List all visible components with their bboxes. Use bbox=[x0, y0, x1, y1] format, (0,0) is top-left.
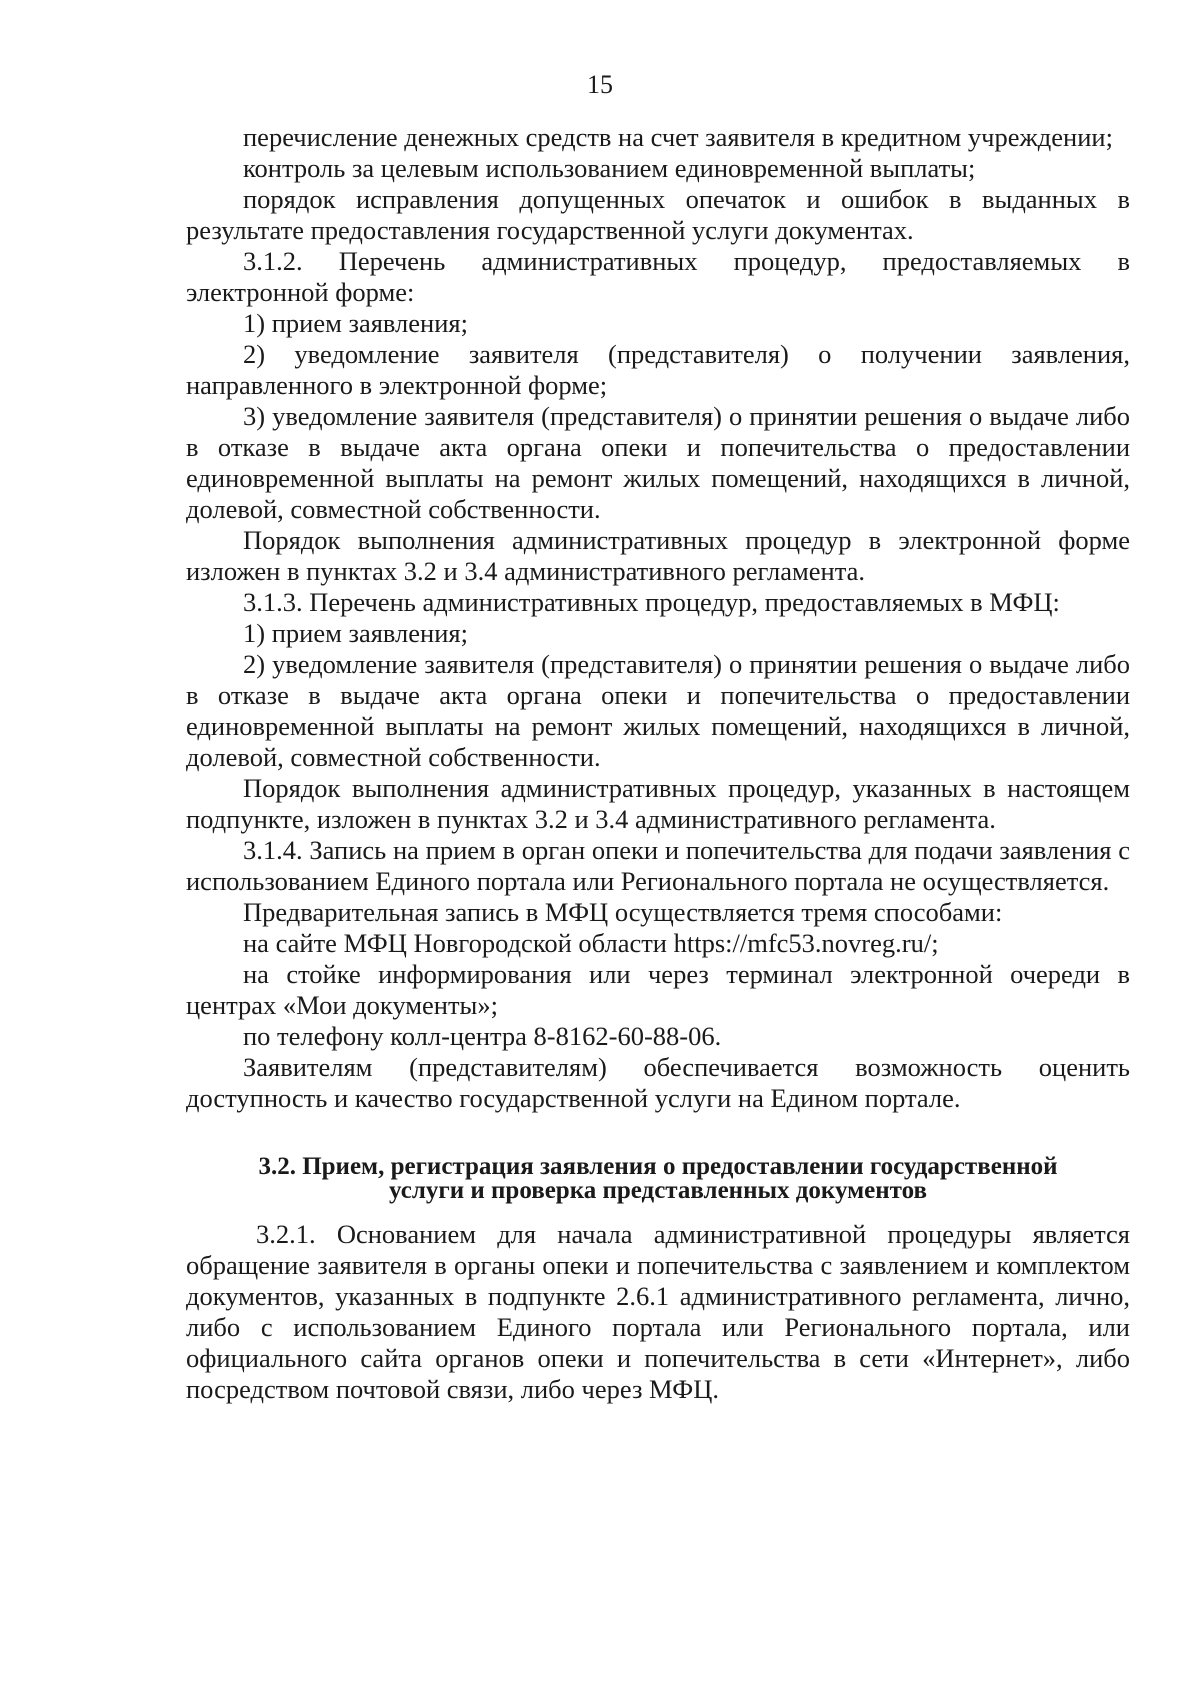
paragraph: Порядок выполнения административных процедур, указанных в настоящем подпункте, изложен в пунктах 3.2 и 3.4 административного регламента. bbox=[186, 773, 1130, 834]
section-heading: 3.2. Прием, регистрация заявления о предоставлении государственной услуги и проверка представленных документов bbox=[258, 1153, 1058, 1204]
paragraph: 3.1.2. Перечень административных процедур, предоставляемых в электронной форме: bbox=[186, 246, 1130, 307]
paragraph: 3) уведомление заявителя (представителя) о принятии решения о выдаче либо в отказе в выдаче акта органа опеки и попечительства о предоставлении единовременной выплаты на ремонт жилых помещений, находящихся в личной, долевой, совместной собственности. bbox=[186, 401, 1130, 524]
paragraph: по телефону колл-центра 8-8162-60-88-06. bbox=[243, 1021, 722, 1051]
paragraph: Порядок выполнения административных процедур в электронной форме изложен в пунктах 3.2 и 3.4 административного регламента. bbox=[186, 525, 1130, 586]
paragraph: на сайте МФЦ Новгородской области https://mfc53.novreg.ru/; bbox=[243, 928, 939, 958]
page-number: 15 bbox=[587, 70, 613, 99]
paragraph: 1) прием заявления; bbox=[243, 308, 468, 338]
paragraph: Заявителям (представителям) обеспечивается возможность оценить доступность и качество государственной услуги на Едином портале. bbox=[186, 1052, 1130, 1113]
paragraph: 3.1.4. Запись на прием в орган опеки и попечительства для подачи заявления с использованием Единого портала или Регионального портала не осуществляется. bbox=[186, 835, 1130, 896]
paragraph: 2) уведомление заявителя (представителя) о принятии решения о выдаче либо в отказе в выдаче акта органа опеки и попечительства о предоставлении единовременной выплаты на ремонт жилых помещений, находящихся в личной, долевой, совместной собственности. bbox=[186, 649, 1130, 772]
paragraph: 3.2.1. Основанием для начала административной процедуры является обращение заявителя в органы опеки и попечительства с заявлением и комплектом документов, указанных в подпункте 2.6.1 административного регламента, лично, либо с использованием Единого портала или Регионального портала, или официального сайта органов опеки и попечительства в сети «Интернет», либо посредством почтовой связи, либо через МФЦ. bbox=[186, 1219, 1130, 1404]
document-body bbox=[186, 122, 1130, 1405]
paragraph: 1) прием заявления; bbox=[243, 618, 468, 648]
paragraph: порядок исправления допущенных опечаток и ошибок в выданных в результате предоставления государственной услуги документах. bbox=[186, 184, 1130, 245]
paragraph: на стойке информирования или через терминал электронной очереди в центрах «Мои документы»; bbox=[186, 959, 1130, 1020]
paragraph: 3.1.3. Перечень административных процедур, предоставляемых в МФЦ: bbox=[243, 587, 1060, 617]
paragraph: Предварительная запись в МФЦ осуществляется тремя способами: bbox=[243, 897, 1003, 927]
paragraph: перечисление денежных средств на счет заявителя в кредитном учреждении; bbox=[243, 122, 1113, 152]
paragraph: 2) уведомление заявителя (представителя) о получении заявления, направленного в электронной форме; bbox=[186, 339, 1130, 400]
paragraph: контроль за целевым использованием единовременной выплаты; bbox=[243, 153, 976, 183]
